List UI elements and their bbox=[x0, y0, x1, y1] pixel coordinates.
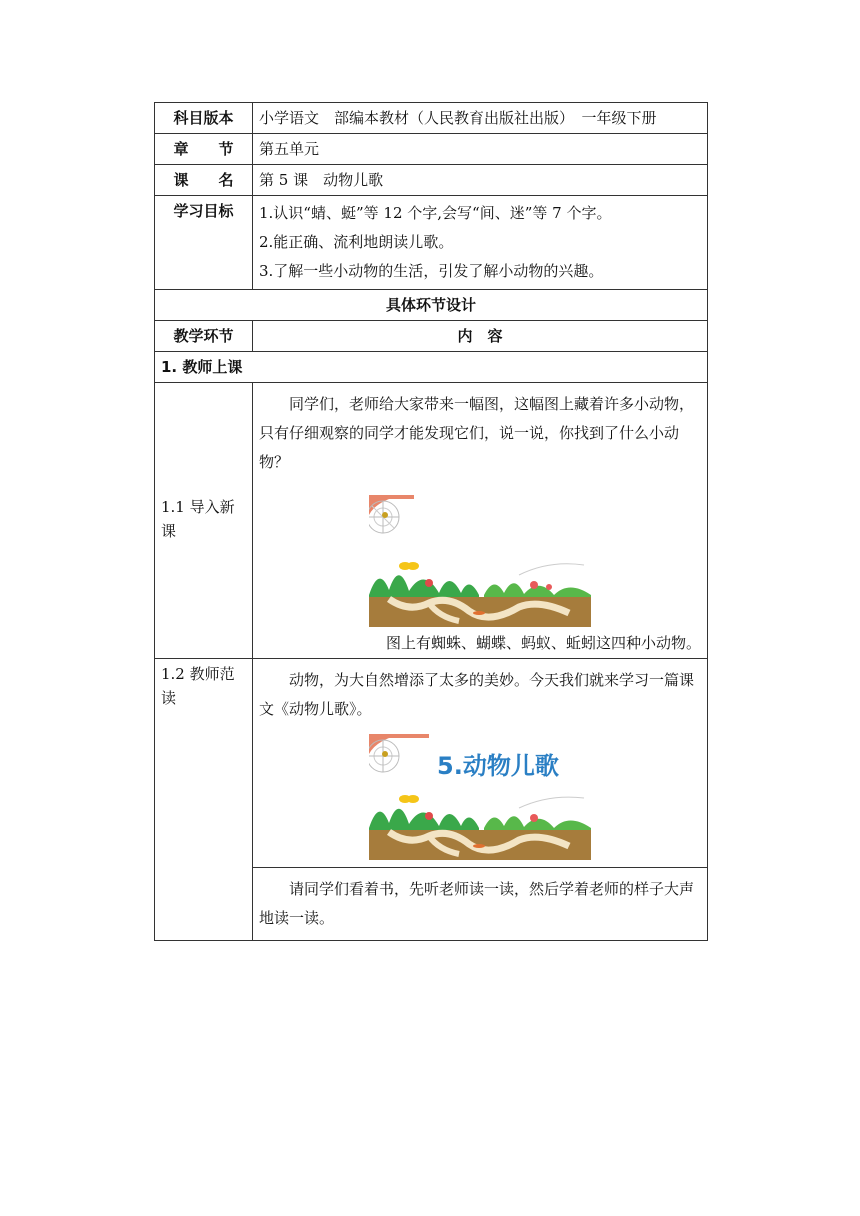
butterfly-icon bbox=[399, 562, 419, 570]
soil-ground bbox=[369, 830, 591, 860]
step1-caption: 图上有蜘蛛、蝴蝶、蚂蚁、蚯蚓这四种小动物。 bbox=[385, 634, 701, 652]
goals-cell bbox=[253, 196, 708, 290]
chapter-row bbox=[155, 134, 708, 165]
butterfly-icon bbox=[399, 795, 419, 803]
lesson-title-image bbox=[369, 734, 591, 860]
goal-item: 3.了解一些小动物的生活，引发了解小动物的兴趣。 bbox=[259, 262, 604, 280]
step1-text: 同学们，老师给大家带来一幅图，这幅图上藏着许多小动物，只有仔细观察的同学才能发现它们，说一说，你找到了什么小动物？ bbox=[259, 395, 695, 471]
subject-value: 小学语文 部编本教材（人民教育出版社出版） 一年级下册 bbox=[253, 103, 708, 134]
goals-row bbox=[155, 196, 708, 290]
section-title: 1. 教师上课 bbox=[155, 352, 708, 383]
step2-followup: 请同学们看着书，先听老师读一读，然后学着老师的样子大声地读一读。 bbox=[259, 880, 695, 927]
design-header: 具体环节设计 bbox=[155, 290, 708, 321]
lesson-plan-table bbox=[154, 102, 708, 941]
lesson-row bbox=[155, 165, 708, 196]
spider-web-icon bbox=[369, 734, 429, 772]
step2-content bbox=[253, 659, 708, 868]
lesson-value: 第 5 课 动物儿歌 bbox=[253, 165, 708, 196]
subject-row bbox=[155, 103, 708, 134]
animal-scene-image bbox=[369, 495, 591, 627]
content-column-header: 内 容 bbox=[253, 321, 708, 352]
chapter-value: 第五单元 bbox=[253, 134, 708, 165]
step1-label: 1.1 导入新课 bbox=[155, 383, 253, 659]
design-header-row bbox=[155, 290, 708, 321]
chapter-label: 章 节 bbox=[155, 134, 253, 165]
step2-followup-cell bbox=[253, 868, 708, 941]
column-header-row bbox=[155, 321, 708, 352]
step2-label: 1.2 教师范读 bbox=[155, 659, 253, 941]
goal-item: 1.认识“蜻、蜓”等 12 个字,会写“间、迷”等 7 个字。 bbox=[259, 204, 612, 222]
step-row bbox=[155, 659, 708, 868]
stage-column-header: 教学环节 bbox=[155, 321, 253, 352]
subject-label: 科目版本 bbox=[155, 103, 253, 134]
lesson-label: 课 名 bbox=[155, 165, 253, 196]
step1-content bbox=[253, 383, 708, 659]
step-row bbox=[155, 383, 708, 659]
lesson-image-title: 5.动物儿歌 bbox=[437, 752, 559, 780]
step2-text: 动物，为大自然增添了太多的美妙。今天我们就来学习一篇课文《动物儿歌》。 bbox=[259, 671, 695, 718]
goal-item: 2.能正确、流利地朗读儿歌。 bbox=[259, 233, 454, 251]
goals-label: 学习目标 bbox=[155, 196, 253, 290]
soil-ground bbox=[369, 597, 591, 627]
spider-web-icon bbox=[369, 495, 414, 533]
section-row bbox=[155, 352, 708, 383]
